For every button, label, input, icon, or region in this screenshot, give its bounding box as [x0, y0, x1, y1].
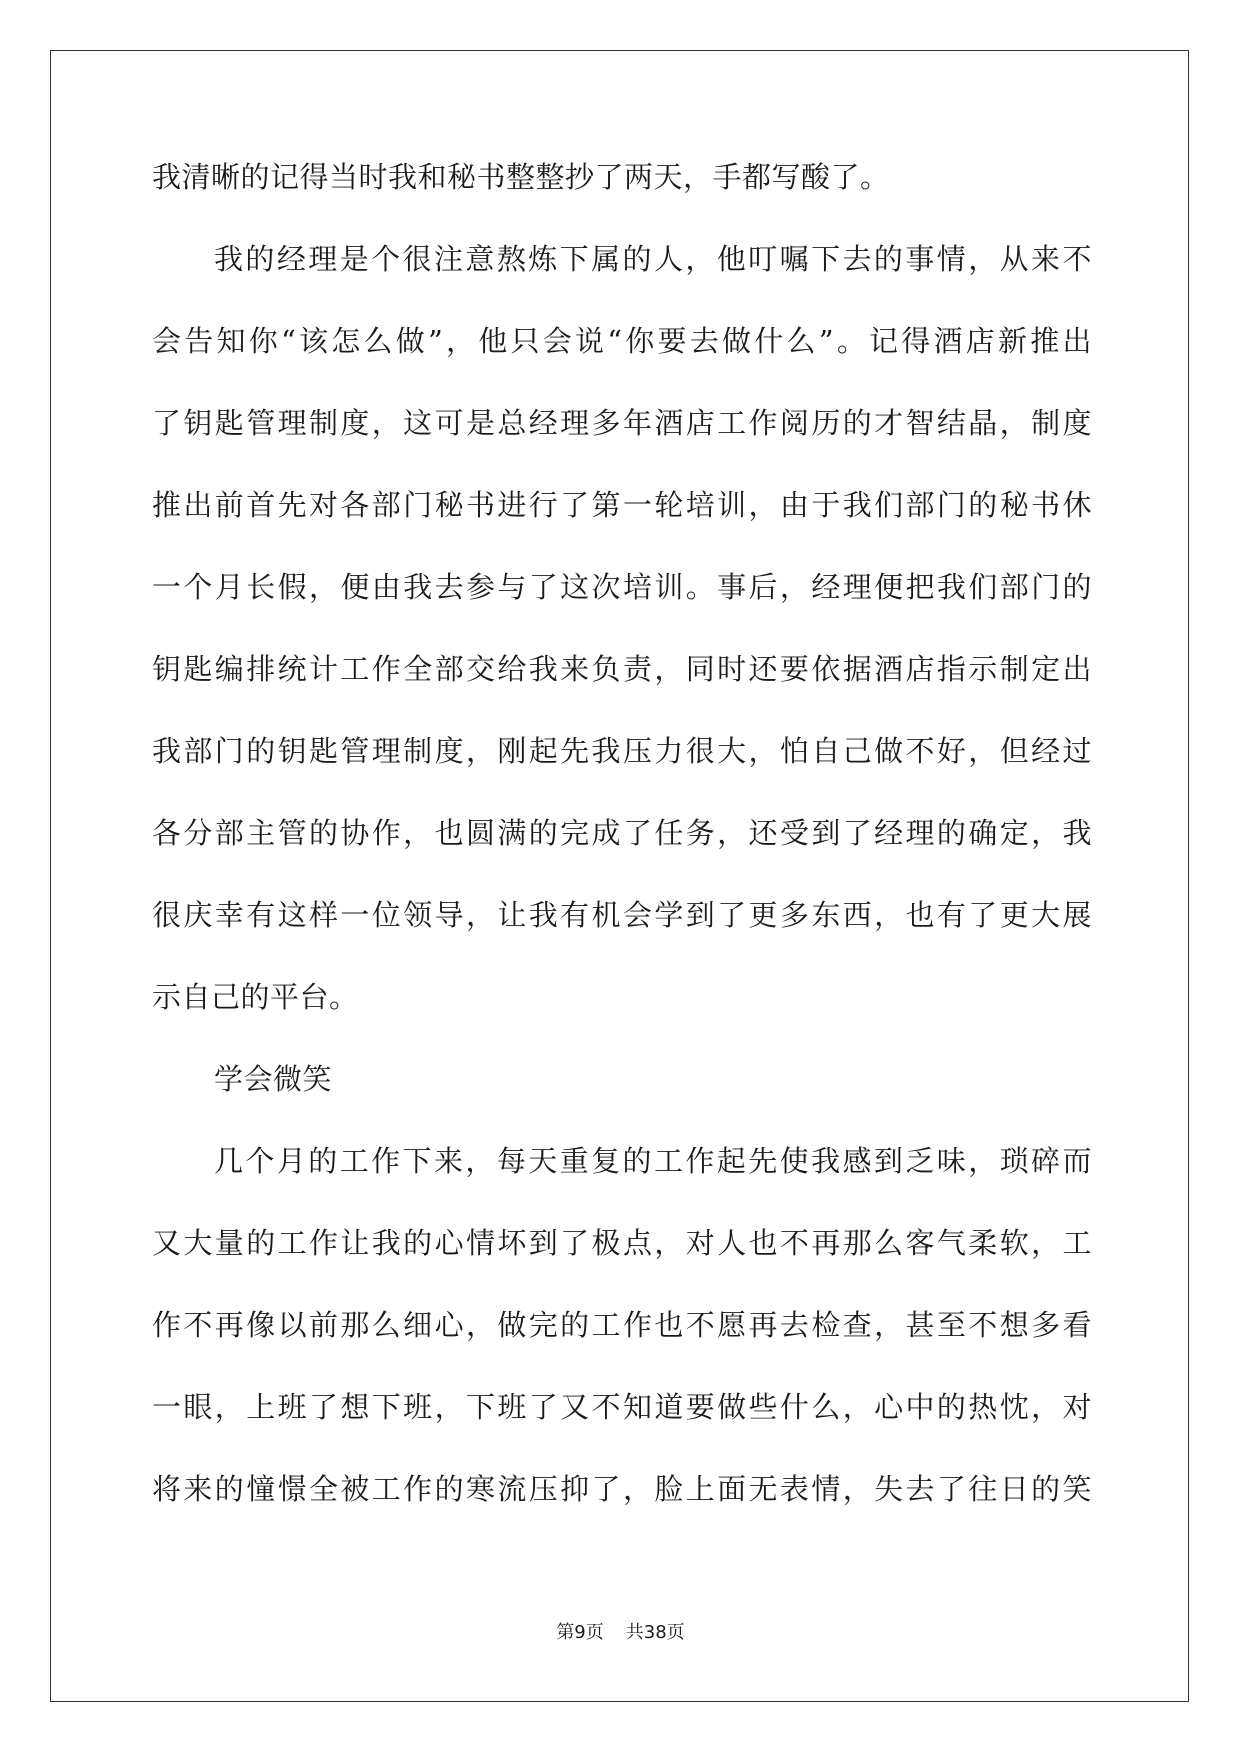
document-body [152, 159, 1092, 1553]
text-line: 一眼，上班了想下班，下班了又不知道要做些什么，心中的热忱，对 [152, 1390, 1092, 1424]
text-line: 我部门的钥匙管理制度，刚起先我压力很大，怕自己做不好，但经过 [152, 734, 1092, 768]
text-line: 推出前首先对各部门秘书进行了第一轮培训，由于我们部门的秘书休 [152, 488, 1092, 522]
section-heading: 学会微笑 [214, 1062, 333, 1096]
page-total: 共38页 [625, 1622, 685, 1643]
text-line: 一个月长假，便由我去参与了这次培训。事后，经理便把我们部门的 [152, 570, 1092, 604]
text-line: 钥匙编排统计工作全部交给我来负责，同时还要依据酒店指示制定出 [152, 652, 1092, 686]
text-line: 又大量的工作让我的心情坏到了极点，对人也不再那么客气柔软，工 [152, 1226, 1092, 1260]
text-line: 示自己的平台。 [152, 980, 359, 1014]
page-footer [0, 1622, 1241, 1644]
text-line: 几个月的工作下来，每天重复的工作起先使我感到乏味，琐碎而 [214, 1144, 1092, 1178]
text-line: 我的经理是个很注意熬炼下属的人，他叮嘱下去的事情，从来不 [214, 242, 1092, 276]
text-line: 作不再像以前那么细心，做完的工作也不愿再去检查，甚至不想多看 [152, 1308, 1092, 1342]
text-line: 了钥匙管理制度，这可是总经理多年酒店工作阅历的才智结晶，制度 [152, 406, 1092, 440]
text-line: 会告知你“该怎么做”，他只会说“你要去做什么”。记得酒店新推出 [152, 324, 1092, 358]
text-line: 将来的憧憬全被工作的寒流压抑了，脸上面无表情，失去了往日的笑 [152, 1472, 1092, 1506]
text-line: 我清晰的记得当时我和秘书整整抄了两天，手都写酸了。 [152, 160, 890, 194]
text-line: 各分部主管的协作，也圆满的完成了任务，还受到了经理的确定，我 [152, 816, 1092, 850]
page-number: 第9页 [556, 1622, 604, 1643]
text-line: 很庆幸有这样一位领导，让我有机会学到了更多东西，也有了更大展 [152, 898, 1092, 932]
